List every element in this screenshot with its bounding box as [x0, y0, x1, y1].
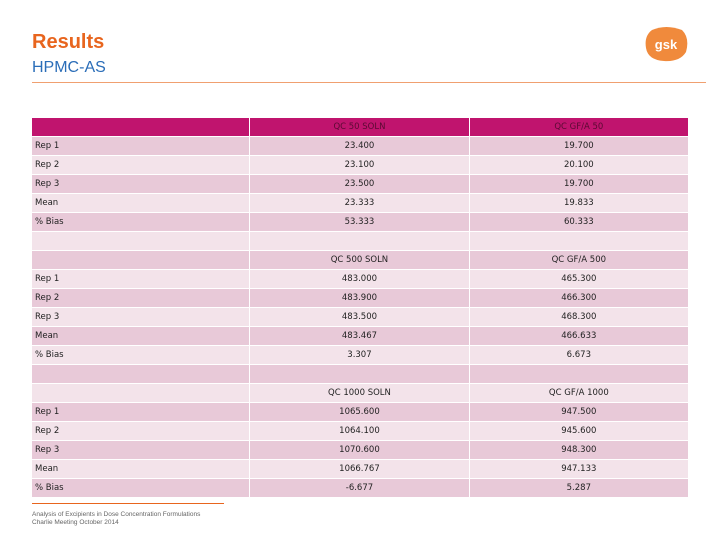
table-row: [32, 479, 688, 497]
table-row: [32, 327, 688, 345]
column-header: QC GF/A 1000: [469, 384, 688, 402]
table-cell: 948.300: [469, 441, 688, 459]
results-table: [32, 117, 688, 498]
row-label: Rep 3: [32, 308, 249, 326]
table-cell: 23.500: [249, 175, 468, 193]
row-label: Rep 2: [32, 156, 249, 174]
table-row: [32, 137, 688, 155]
slide-title: Results: [32, 31, 105, 53]
table-cell: 3.307: [249, 346, 468, 364]
footer-meeting: Charlie Meeting October 2014: [32, 519, 119, 526]
row-label: Rep 3: [32, 441, 249, 459]
table-row: [32, 403, 688, 421]
row-label: % Bias: [32, 346, 249, 364]
row-label: Mean: [32, 327, 249, 345]
table-cell: -6.677: [249, 479, 468, 497]
table-cell: 23.400: [249, 137, 468, 155]
column-header: QC 500 SOLN: [249, 251, 468, 269]
table-cell: 1066.767: [249, 460, 468, 478]
table-cell: 19.833: [469, 194, 688, 212]
table-cell: 1070.600: [249, 441, 468, 459]
column-header: QC 50 SOLN: [249, 118, 468, 136]
table-cell: 23.333: [249, 194, 468, 212]
section-header-label-cell: [32, 251, 249, 269]
table-cell: 483.467: [249, 327, 468, 345]
row-label: Rep 1: [32, 403, 249, 421]
section-header-row: [32, 251, 688, 269]
section-header-row: [32, 384, 688, 402]
table-cell: 483.500: [249, 308, 468, 326]
title-divider: [32, 82, 706, 83]
table-cell: 947.133: [469, 460, 688, 478]
table-row: [32, 346, 688, 364]
table-cell: 1065.600: [249, 403, 468, 421]
row-label: % Bias: [32, 479, 249, 497]
table-cell: 19.700: [469, 137, 688, 155]
section-header-row: [32, 118, 688, 136]
row-label: Mean: [32, 194, 249, 212]
table-cell: 466.300: [469, 289, 688, 307]
table-cell: 466.633: [469, 327, 688, 345]
gsk-logo-text: gsk: [654, 37, 678, 52]
row-label: Rep 3: [32, 175, 249, 193]
row-label: % Bias: [32, 213, 249, 231]
column-header: QC 1000 SOLN: [249, 384, 468, 402]
section-header-label-cell: [32, 384, 249, 402]
row-label: Mean: [32, 460, 249, 478]
table-cell: 23.100: [249, 156, 468, 174]
table-cell: 53.333: [249, 213, 468, 231]
table-row: [32, 422, 688, 440]
table-row: [32, 156, 688, 174]
table-cell: 483.000: [249, 270, 468, 288]
table-cell: 20.100: [469, 156, 688, 174]
table-cell: 483.900: [249, 289, 468, 307]
section-header-label-cell: [32, 118, 249, 136]
row-label: Rep 1: [32, 270, 249, 288]
column-header: QC GF/A 500: [469, 251, 688, 269]
table-row: [32, 270, 688, 288]
table-row: [32, 460, 688, 478]
table-cell: 465.300: [469, 270, 688, 288]
spacer-row: [32, 365, 688, 383]
row-label: Rep 2: [32, 289, 249, 307]
table-cell: 60.333: [469, 213, 688, 231]
table-cell: 6.673: [469, 346, 688, 364]
table-row: [32, 213, 688, 231]
footer-divider: [32, 503, 224, 504]
column-header: QC GF/A 50: [469, 118, 688, 136]
table-cell: 19.700: [469, 175, 688, 193]
table-cell: 945.600: [469, 422, 688, 440]
spacer-row: [32, 232, 688, 250]
footer: [32, 511, 200, 527]
table-cell: 947.500: [469, 403, 688, 421]
gsk-logo: [644, 26, 688, 62]
table-row: [32, 441, 688, 459]
table-row: [32, 175, 688, 193]
row-label: Rep 2: [32, 422, 249, 440]
table-cell: 5.287: [469, 479, 688, 497]
row-label: Rep 1: [32, 137, 249, 155]
table-row: [32, 308, 688, 326]
table-cell: 468.300: [469, 308, 688, 326]
table-cell: 1064.100: [249, 422, 468, 440]
table-row: [32, 194, 688, 212]
footer-title: Analysis of Excipients in Dose Concentration Formulations: [32, 511, 201, 518]
slide-subtitle: HPMC-AS: [32, 59, 106, 76]
table-row: [32, 289, 688, 307]
